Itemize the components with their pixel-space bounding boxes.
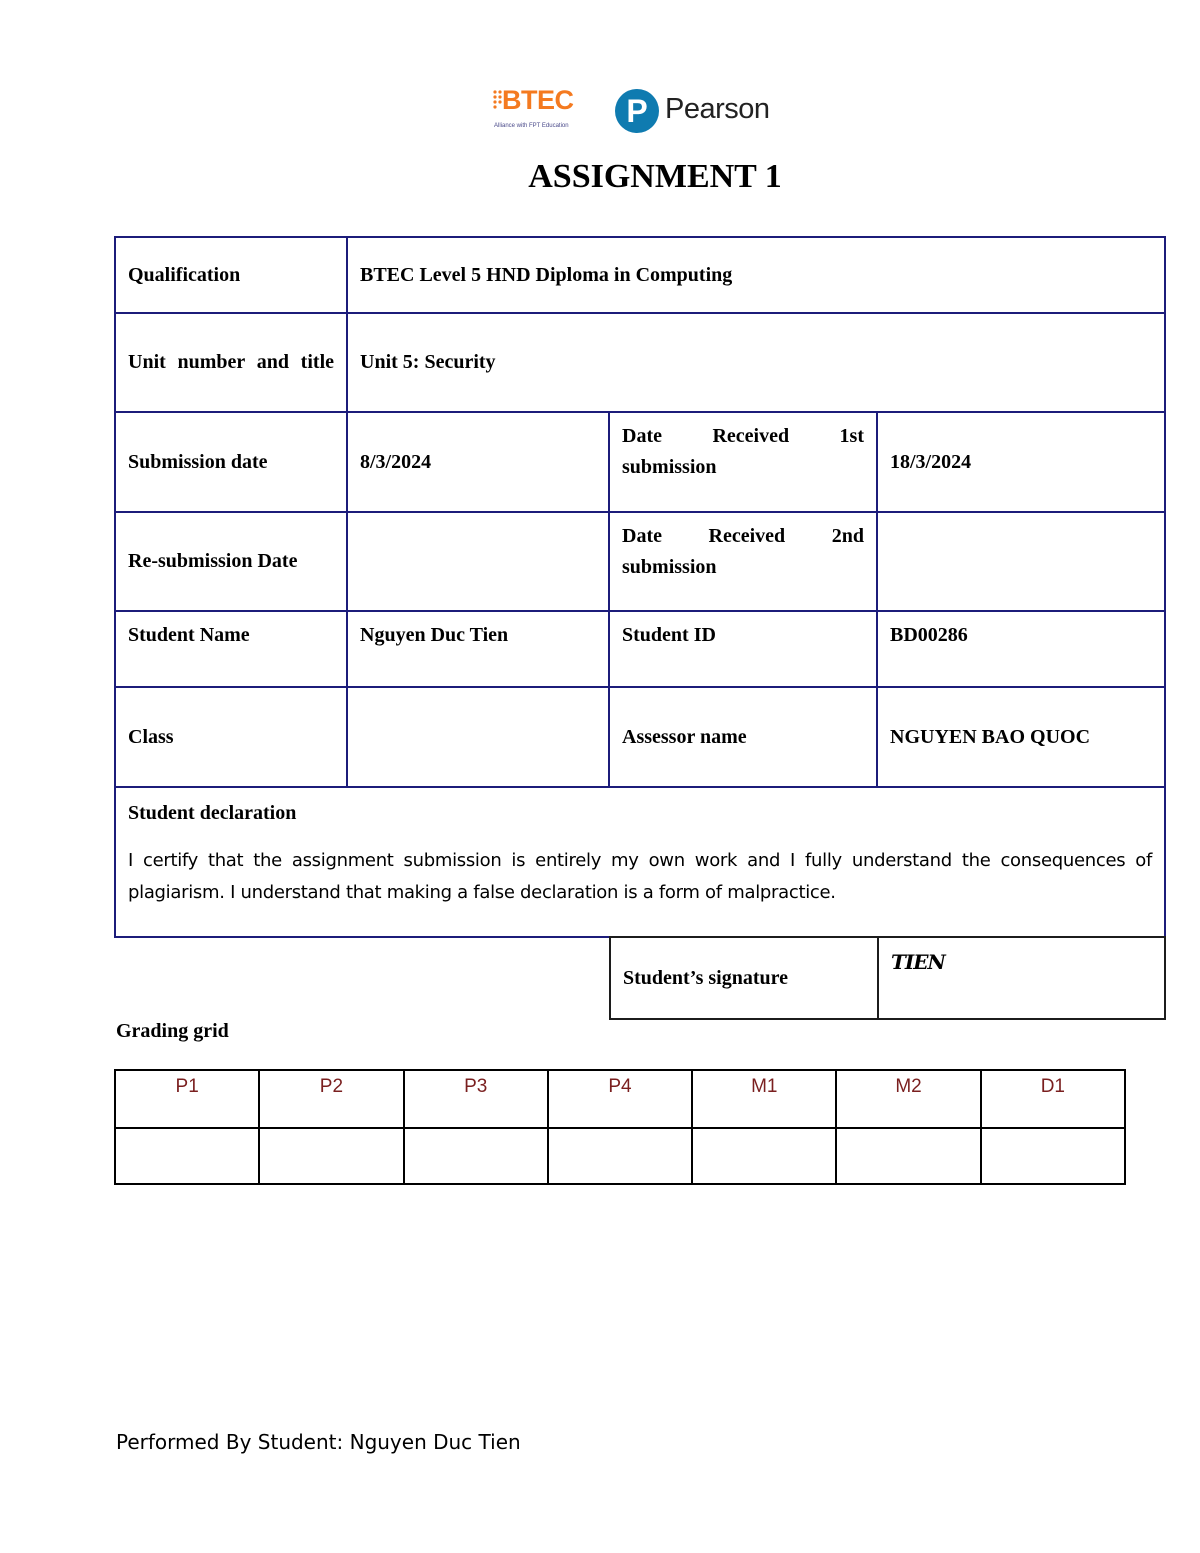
grade-header-p4: P4 bbox=[548, 1070, 692, 1128]
btec-subtitle: Alliance with FPT Education bbox=[494, 123, 569, 129]
class-label: Class bbox=[115, 687, 347, 787]
grade-cell-p3[interactable] bbox=[404, 1128, 548, 1184]
student-name-value: Nguyen Duc Tien bbox=[347, 611, 609, 687]
received-1st-value: 18/3/2024 bbox=[877, 412, 1165, 512]
grade-cell-m2[interactable] bbox=[836, 1128, 980, 1184]
grade-cell-p2[interactable] bbox=[259, 1128, 403, 1184]
student-name-label: Student Name bbox=[115, 611, 347, 687]
grading-value-row bbox=[115, 1128, 1125, 1184]
received-1st-label: Date Received 1st submission bbox=[609, 412, 877, 512]
logos bbox=[490, 85, 780, 140]
grade-cell-p1[interactable] bbox=[115, 1128, 259, 1184]
grade-header-m2: M2 bbox=[836, 1070, 980, 1128]
resubmission-value bbox=[347, 512, 609, 611]
pearson-mark-letter: P bbox=[626, 93, 648, 129]
signature-field[interactable]: TIEN bbox=[878, 921, 1165, 1003]
assessor-label: Assessor name bbox=[609, 687, 877, 787]
grade-cell-p4[interactable] bbox=[548, 1128, 692, 1184]
grade-cell-d1[interactable] bbox=[981, 1128, 1125, 1184]
student-id-value: BD00286 bbox=[877, 611, 1165, 687]
student-declaration bbox=[115, 787, 1165, 937]
student-id-label: Student ID bbox=[609, 611, 877, 687]
submission-date-label: Submission date bbox=[115, 412, 347, 512]
signature-label: Student’s signature bbox=[610, 937, 878, 1019]
grade-header-p1: P1 bbox=[115, 1070, 259, 1128]
page-title: ASSIGNMENT 1 bbox=[528, 158, 782, 195]
grading-grid-label: Grading grid bbox=[116, 1020, 229, 1042]
btec-wordmark: BTEC bbox=[502, 85, 574, 115]
grade-header-p3: P3 bbox=[404, 1070, 548, 1128]
pearson-wordmark: Pearson bbox=[665, 93, 770, 125]
assignment-info-table bbox=[114, 236, 1166, 938]
grade-cell-m1[interactable] bbox=[692, 1128, 836, 1184]
signature-table bbox=[609, 936, 1166, 1020]
qualification-value: BTEC Level 5 HND Diploma in Computing bbox=[347, 237, 1165, 313]
pearson-logo bbox=[615, 89, 775, 137]
btec-logo bbox=[490, 85, 590, 140]
declaration-text: I certify that the assignment submission is entirely my own work and I fully understand the consequences of plagiarism. I understand that making a false declaration is a form of malpractice. bbox=[128, 850, 1153, 903]
assessor-value: NGUYEN BAO QUOC bbox=[877, 687, 1165, 787]
unit-label: Unit number and title bbox=[115, 313, 347, 412]
grade-header-p2: P2 bbox=[259, 1070, 403, 1128]
resubmission-label: Re-submission Date bbox=[115, 512, 347, 611]
grade-header-d1: D1 bbox=[981, 1070, 1125, 1128]
pearson-mark-icon bbox=[615, 89, 659, 133]
unit-value: Unit 5: Security bbox=[347, 313, 1165, 412]
received-2nd-value bbox=[877, 512, 1165, 611]
class-value bbox=[347, 687, 609, 787]
received-2nd-label: Date Received 2nd submission bbox=[609, 512, 877, 611]
declaration-heading: Student declaration bbox=[128, 802, 297, 824]
submission-date-value: 8/3/2024 bbox=[347, 412, 609, 512]
footer-performed-by: Performed By Student: Nguyen Duc Tien bbox=[116, 1430, 521, 1454]
grade-header-m1: M1 bbox=[692, 1070, 836, 1128]
qualification-label: Qualification bbox=[115, 237, 347, 313]
grading-grid bbox=[114, 1069, 1126, 1185]
grading-header-row bbox=[115, 1070, 1125, 1128]
